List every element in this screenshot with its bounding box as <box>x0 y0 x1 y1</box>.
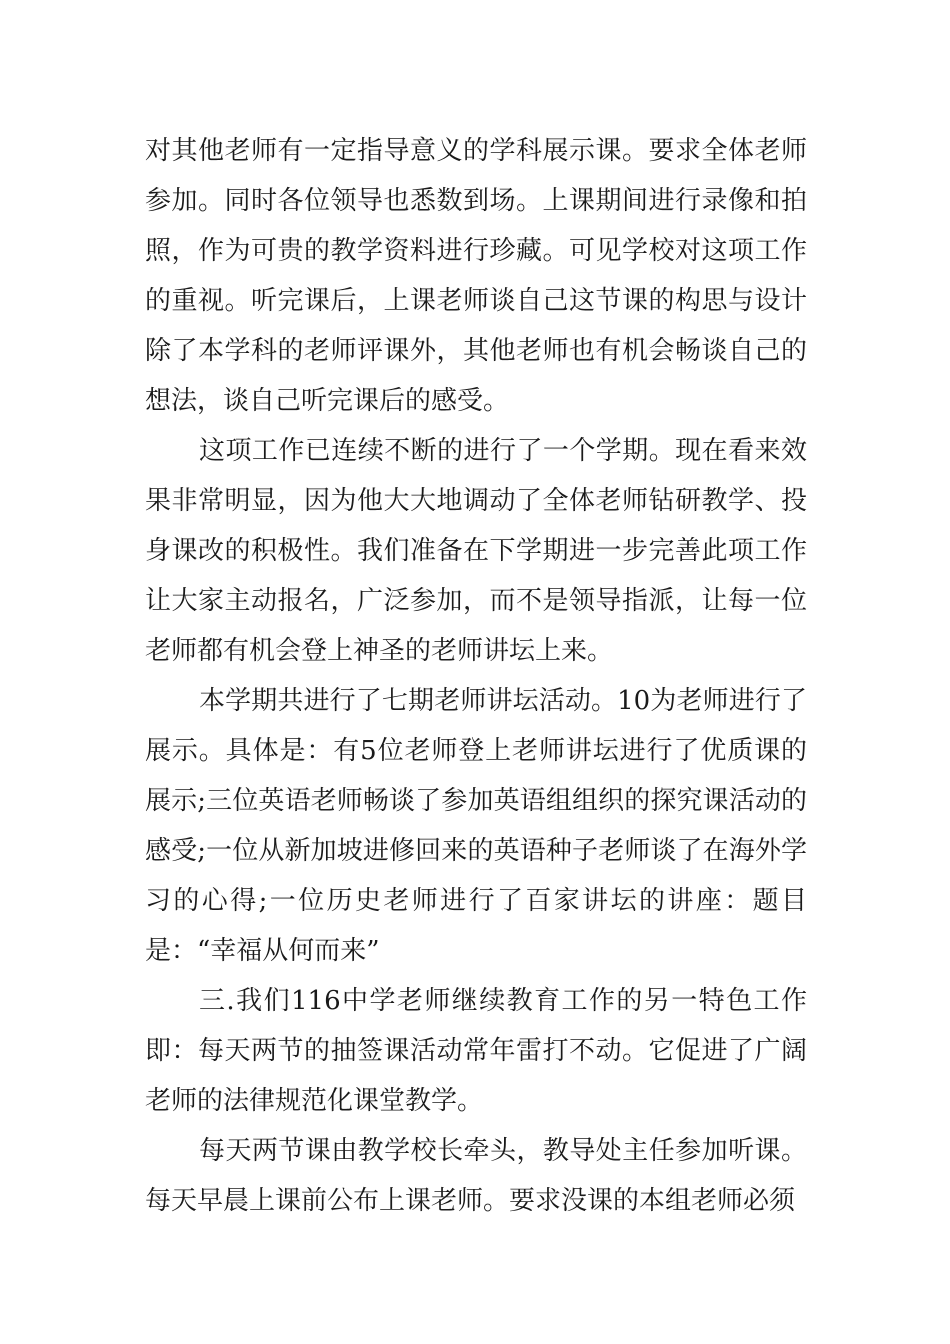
document-page <box>145 126 807 1226</box>
paragraph-4: 三.我们116中学老师继续教育工作的另一特色工作即：每天两节的抽签课活动常年雷打不动。它促进了广阔老师的法律规范化课堂教学。 <box>145 986 807 1116</box>
paragraph-3: 本学期共进行了七期老师讲坛活动。10为老师进行了展示。具体是：有5位老师登上老师讲坛进行了优质课的展示;三位英语老师畅谈了参加英语组组织的探究课活动的感受;一位从新加坡进修回来的英语种子老师谈了在海外学习的心得;一位历史老师进行了百家讲坛的讲座：题目是：“幸福从何而来” <box>145 686 807 966</box>
paragraph-2: 这项工作已连续不断的进行了一个学期。现在看来效果非常明显，因为他大大地调动了全体老师钻研教学、投身课改的积极性。我们准备在下学期进一步完善此项工作让大家主动报名，广泛参加，而不是领导指派，让每一位老师都有机会登上神圣的老师讲坛上来。 <box>145 436 807 666</box>
paragraph-1: 对其他老师有一定指导意义的学科展示课。要求全体老师参加。同时各位领导也悉数到场。上课期间进行录像和拍照，作为可贵的教学资料进行珍藏。可见学校对这项工作的重视。听完课后，上课老师谈自己这节课的构思与设计除了本学科的老师评课外，其他老师也有机会畅谈自己的想法，谈自己听完课后的感受。 <box>145 136 807 416</box>
paragraph-5: 每天两节课由教学校长牵头，教导处主任参加听课。每天早晨上课前公布上课老师。要求没课的本组老师必须 <box>145 1136 807 1216</box>
